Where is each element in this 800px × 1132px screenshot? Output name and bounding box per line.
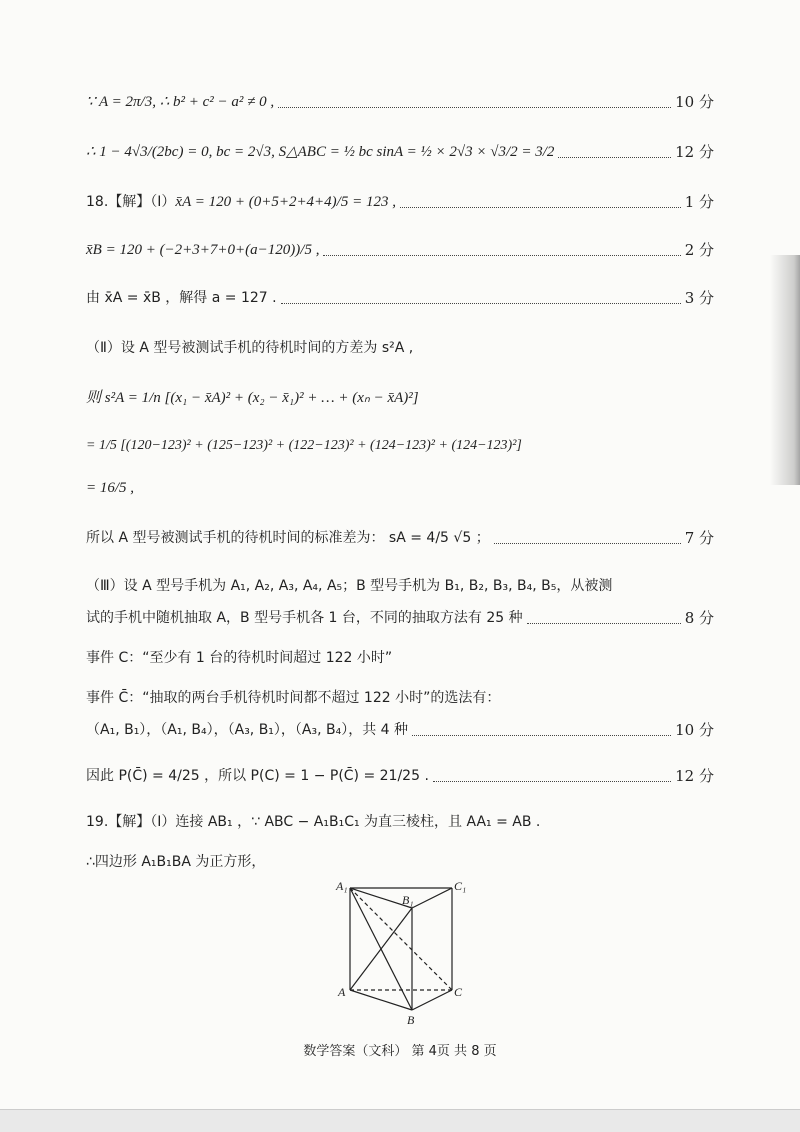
label-b: B [407, 1013, 415, 1027]
page-edge-shadow [770, 255, 800, 485]
dotted-leader [400, 206, 681, 208]
solution-line-3 [86, 192, 714, 212]
score-label: 12 分 [675, 143, 714, 161]
body-text: 事件 C：“至少有 1 台的待机时间超过 122 小时” [86, 650, 393, 666]
solution-line-6 [86, 338, 714, 358]
solution-line-18 [86, 852, 714, 872]
score-label: 3 分 [684, 289, 714, 307]
label-c: C [454, 985, 463, 999]
score-label: 8 分 [684, 609, 714, 627]
solution-line-7 [86, 388, 714, 408]
edge-b1-c1 [412, 888, 452, 908]
math-expression: x̄B = 120 + (−2+3+7+0+(a−120))/5 , [86, 242, 320, 258]
edge-b-c [412, 990, 452, 1010]
dotted-leader [527, 622, 681, 624]
label-a: A [338, 985, 346, 999]
score-label: 10 分 [675, 721, 714, 739]
solution-line-9 [86, 478, 714, 498]
diagonal-a1-c-hidden [350, 888, 452, 990]
math-expression: 因此 P(C̄) = 4/25 ，所以 P(C) = 1 − P(C̄) = 21/25 . [86, 768, 429, 784]
body-text: ∴四边形 A₁B₁BA 为正方形， [86, 854, 266, 870]
prism-diagram [330, 878, 470, 1028]
dotted-leader [433, 780, 671, 782]
math-expression: x̄A = 120 + (0+5+2+4+4)/5 = 123 , [175, 194, 396, 210]
body-text: 试的手机中随机抽取 A，B 型号手机各 1 台，不同的抽取方法有 25 种 [86, 610, 523, 626]
body-text: （A₁, B₁），（A₁, B₄），（A₃, B₁），（A₃, B₄），共 4 种 [86, 722, 409, 738]
body-text: （Ⅲ）设 A 型号手机为 A₁, A₂, A₃, A₄, A₅；B 型号手机为 B₁, B₂, B₃, B₄, B₅，从被测 [86, 578, 613, 594]
dotted-leader [278, 106, 671, 108]
body-text: 19.【解】（Ⅰ）连接 AB₁ ，∵ ABC − A₁B₁C₁ 为直三棱柱，且 AA₁ = AB . [86, 814, 541, 830]
dotted-leader [323, 254, 680, 256]
solution-line-12 [86, 608, 714, 628]
solution-line-16 [86, 766, 714, 786]
dotted-leader [412, 734, 671, 736]
solution-line-17 [86, 812, 714, 832]
solution-line-2 [86, 142, 714, 162]
label-a1: A₁ [336, 879, 348, 893]
body-text: 事件 C̄：“抽取的两台手机待机时间都不超过 122 小时”的选法有： [86, 690, 501, 706]
solution-line-15 [86, 720, 714, 740]
dotted-leader [558, 156, 671, 158]
score-label: 1 分 [684, 193, 714, 211]
score-label: 2 分 [684, 241, 714, 259]
solution-line-4 [86, 240, 714, 260]
diagonal-a-b1 [350, 908, 412, 990]
score-label: 10 分 [675, 93, 714, 111]
solution-line-10 [86, 528, 714, 548]
math-expression: 由 x̄A = x̄B ，解得 a = 127 . [86, 290, 277, 306]
dotted-leader [281, 302, 681, 304]
solution-line-13 [86, 648, 714, 668]
label-c1: C₁ [454, 879, 467, 893]
math-expression: ∴ 1 − 4√3/(2bc) = 0, bc = 2√3, S△ABC = ½ bc sinA = ½ × 2√3 × √3/2 = 3/2 [86, 144, 555, 160]
bottom-strip [0, 1109, 800, 1132]
dotted-leader [494, 542, 681, 544]
score-label: 7 分 [684, 529, 714, 547]
math-expression: = 16/5 , [86, 480, 135, 496]
math-expression: = 1/5 [(120−123)² + (125−123)² + (122−123)² + (124−123)² + (124−123)²] [86, 438, 522, 453]
solution-line-11 [86, 576, 714, 596]
math-expression: 所以 A 型号被测试手机的待机时间的标准差为： sA = 4/5 √5 ； [86, 530, 490, 546]
math-expression: （Ⅱ）设 A 型号被测试手机的待机时间的方差为 s²A , [86, 340, 414, 356]
math-expression: ∵ A = 2π/3, ∴ b² + c² − a² ≠ 0 , [86, 94, 275, 110]
page-footer: 数学答案（文科） 第 4页 共 8 页 [303, 1044, 497, 1059]
solution-line-1 [86, 92, 714, 112]
question-number: 18.【解】（Ⅰ） [86, 194, 176, 210]
solution-line-8 [86, 436, 714, 456]
score-label: 12 分 [675, 767, 714, 785]
label-b1: B₁ [402, 893, 414, 907]
math-expression: 则 s²A = 1/n [(x₁ − x̄A)² + (x₂ − x̄₁)² + … + (xₙ − x̄A)²] [86, 390, 419, 406]
solution-line-5 [86, 288, 714, 308]
solution-line-14 [86, 688, 714, 708]
